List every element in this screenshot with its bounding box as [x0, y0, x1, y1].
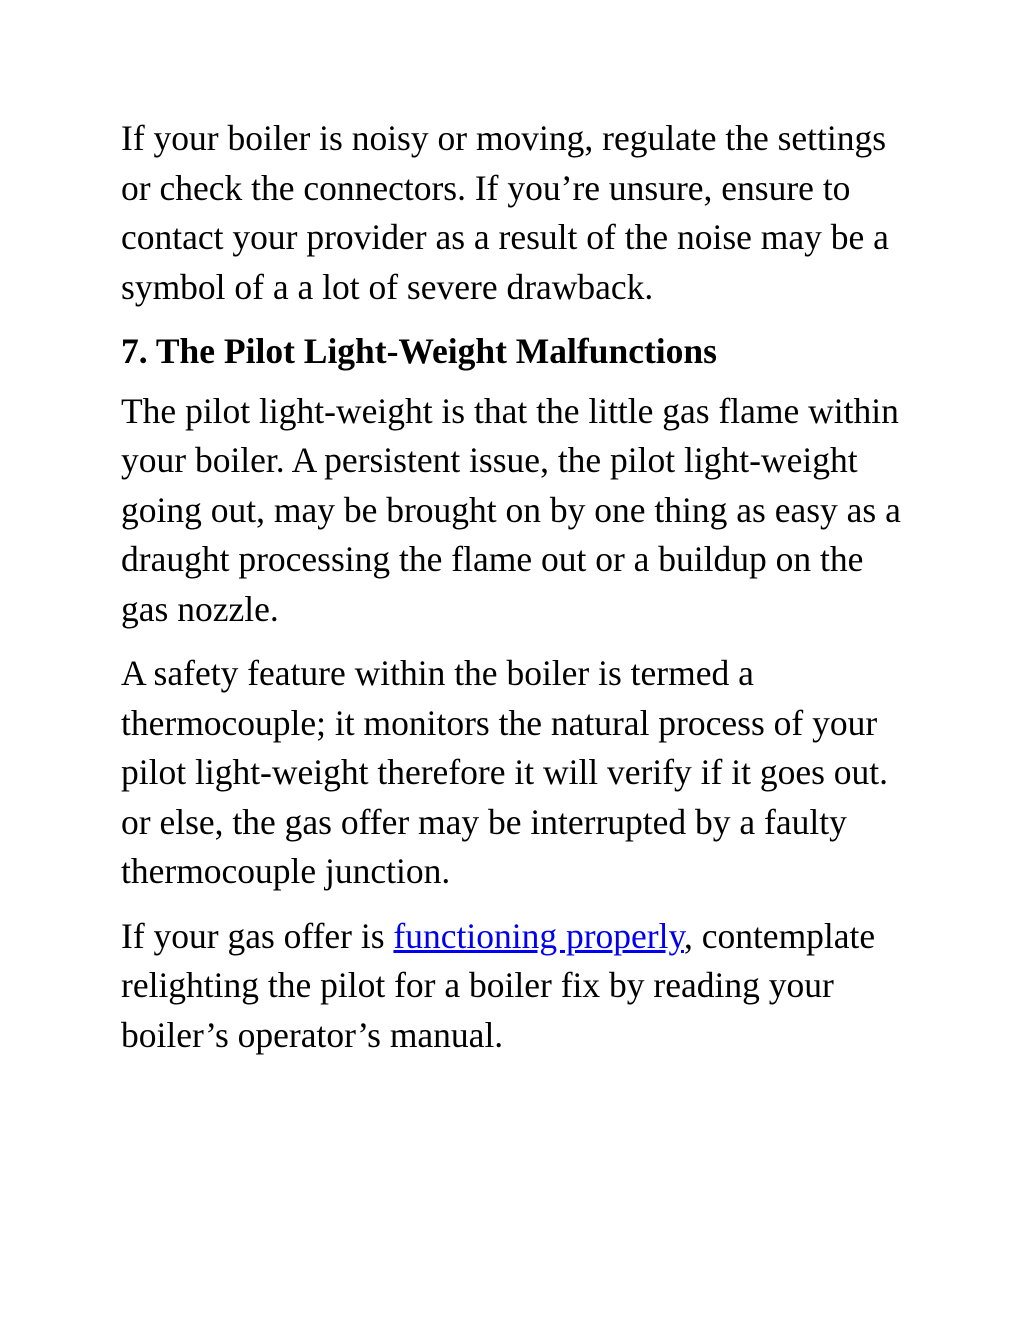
paragraph-boiler-noise: If your boiler is noisy or moving, regulate the settings or check the connectors. If you’re unsure, ensure to contact your provider as a result of the noise may be a symbol of a a lot of severe drawback. — [121, 118, 889, 307]
paragraph-relighting — [121, 912, 911, 1061]
functioning-properly-link[interactable]: functioning properly — [393, 915, 684, 956]
paragraph-relighting-text-end: , contemplate relighting the pilot for a boiler fix by reading your boiler’s operator’s manual. — [121, 915, 876, 1055]
section-heading-pilot-light: 7. The Pilot Light-Weight Malfunctions — [121, 331, 717, 371]
paragraph-relighting-text-start: If your gas offer is — [121, 915, 394, 956]
document-page — [121, 114, 911, 1060]
paragraph-pilot-light: The pilot light-weight is that the little gas flame within your boiler. A persistent issue, the pilot light-weight going out, may be brought on by one thing as easy as a draught processing the flame out or a buildup on the gas nozzle. — [121, 390, 901, 629]
paragraph-thermocouple: A safety feature within the boiler is termed a thermocouple; it monitors the natural process of your pilot light-weight therefore it will verify if it goes out. or else, the gas offer may be interrupted by a faulty thermocouple junction. — [121, 653, 889, 891]
